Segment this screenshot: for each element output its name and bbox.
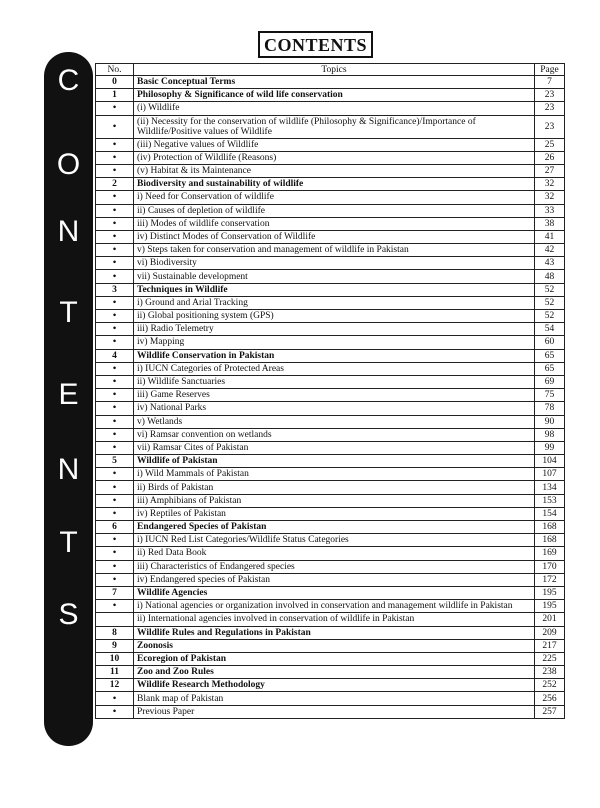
topic-row — [96, 534, 565, 547]
row-topic: i) Ground and Arial Tracking — [134, 296, 535, 309]
topic-row — [96, 362, 565, 375]
row-number: • — [96, 534, 134, 547]
row-page: 169 — [535, 547, 565, 560]
topic-row — [96, 547, 565, 560]
topic-row — [96, 270, 565, 283]
chapter-row — [96, 76, 565, 89]
row-topic: i) Wild Mammals of Pakistan — [134, 468, 535, 481]
topic-row — [96, 323, 565, 336]
topic-row — [96, 204, 565, 217]
chapter-row — [96, 89, 565, 102]
row-topic: vii) Ramsar Cites of Pakistan — [134, 441, 535, 454]
row-topic: Wildlife Rules and Regulations in Pakistan — [134, 626, 535, 639]
sidebar-letter: S — [58, 598, 79, 631]
topic-row — [96, 389, 565, 402]
sidebar-letter: O — [56, 148, 81, 181]
topic-row — [96, 164, 565, 177]
row-topic: Basic Conceptual Terms — [134, 76, 535, 89]
topic-row — [96, 402, 565, 415]
row-page: 75 — [535, 389, 565, 402]
row-topic: (v) Habitat & its Maintenance — [134, 164, 535, 177]
row-number: • — [96, 323, 134, 336]
topic-row — [96, 441, 565, 454]
row-number: 10 — [96, 652, 134, 665]
row-topic: iii) Game Reserves — [134, 389, 535, 402]
row-page: 90 — [535, 415, 565, 428]
row-number: 3 — [96, 283, 134, 296]
topic-row — [96, 481, 565, 494]
row-page: 33 — [535, 204, 565, 217]
row-number: • — [96, 507, 134, 520]
row-page: 78 — [535, 402, 565, 415]
row-topic: Zoonosis — [134, 639, 535, 652]
row-number: • — [96, 375, 134, 388]
topic-row — [96, 151, 565, 164]
row-number: 4 — [96, 349, 134, 362]
row-topic: Ecoregion of Pakistan — [134, 652, 535, 665]
topic-row — [96, 705, 565, 718]
row-number: • — [96, 692, 134, 705]
table-header-row — [96, 64, 565, 76]
row-page: 107 — [535, 468, 565, 481]
row-number: • — [96, 428, 134, 441]
row-topic: ii) Wildlife Sanctuaries — [134, 375, 535, 388]
row-number: 7 — [96, 586, 134, 599]
row-number: 12 — [96, 679, 134, 692]
row-number: • — [96, 547, 134, 560]
sidebar-letter: E — [58, 378, 79, 411]
row-number: • — [96, 151, 134, 164]
row-topic: iii) Amphibians of Pakistan — [134, 494, 535, 507]
row-page: 26 — [535, 151, 565, 164]
row-page: 98 — [535, 428, 565, 441]
chapter-row — [96, 349, 565, 362]
row-number: • — [96, 481, 134, 494]
topic-row — [96, 102, 565, 115]
row-number: • — [96, 468, 134, 481]
row-number: • — [96, 402, 134, 415]
topic-row — [96, 115, 565, 138]
row-topic: Blank map of Pakistan — [134, 692, 535, 705]
topic-row — [96, 507, 565, 520]
row-number: • — [96, 362, 134, 375]
page-title: CONTENTS — [258, 31, 373, 58]
row-page: 154 — [535, 507, 565, 520]
row-number: • — [96, 389, 134, 402]
row-page: 69 — [535, 375, 565, 388]
topic-row — [96, 230, 565, 243]
row-page: 168 — [535, 521, 565, 534]
topic-row — [96, 138, 565, 151]
row-page: 23 — [535, 115, 565, 138]
row-topic: i) Need for Conservation of wildlife — [134, 191, 535, 204]
row-page: 25 — [535, 138, 565, 151]
topic-row — [96, 296, 565, 309]
sidebar-letter: T — [59, 526, 78, 559]
row-page: 99 — [535, 441, 565, 454]
row-page: 238 — [535, 666, 565, 679]
row-number: • — [96, 102, 134, 115]
row-topic: Wildlife of Pakistan — [134, 455, 535, 468]
row-topic: iii) Modes of wildlife conservation — [134, 217, 535, 230]
row-page: 23 — [535, 102, 565, 115]
topic-row — [96, 494, 565, 507]
row-page: 65 — [535, 362, 565, 375]
topic-row — [96, 244, 565, 257]
row-page: 48 — [535, 270, 565, 283]
row-page: 104 — [535, 455, 565, 468]
row-number: 9 — [96, 639, 134, 652]
chapter-row — [96, 586, 565, 599]
topic-row — [96, 336, 565, 349]
row-topic: iv) National Parks — [134, 402, 535, 415]
row-number: • — [96, 191, 134, 204]
chapter-row — [96, 178, 565, 191]
row-number: • — [96, 270, 134, 283]
row-topic: Wildlife Research Methodology — [134, 679, 535, 692]
row-topic: (iv) Protection of Wildlife (Reasons) — [134, 151, 535, 164]
row-number — [96, 613, 134, 626]
row-number: 6 — [96, 521, 134, 534]
row-topic: vi) Biodiversity — [134, 257, 535, 270]
row-page: 60 — [535, 336, 565, 349]
header-topics: Topics — [134, 64, 535, 76]
row-topic: (ii) Necessity for the conservation of wildlife (Philosophy & Significance)/Importance of Wildlife/Positive values of Wildlife — [134, 115, 535, 138]
row-topic: v) Steps taken for conservation and management of wildlife in Pakistan — [134, 244, 535, 257]
topic-row — [96, 468, 565, 481]
row-page: 41 — [535, 230, 565, 243]
row-topic: ii) International agencies involved in conservation of wildlife in Pakistan — [134, 613, 535, 626]
chapter-row — [96, 652, 565, 665]
row-page: 134 — [535, 481, 565, 494]
row-topic: ii) Global positioning system (GPS) — [134, 310, 535, 323]
row-number: 11 — [96, 666, 134, 679]
row-page: 209 — [535, 626, 565, 639]
row-page: 27 — [535, 164, 565, 177]
row-topic: Biodiversity and sustainability of wildlife — [134, 178, 535, 191]
row-page: 52 — [535, 310, 565, 323]
row-page: 43 — [535, 257, 565, 270]
row-number: • — [96, 257, 134, 270]
row-number: • — [96, 115, 134, 138]
row-topic: iv) Distinct Modes of Conservation of Wildlife — [134, 230, 535, 243]
row-number: • — [96, 441, 134, 454]
row-page: 65 — [535, 349, 565, 362]
row-topic: v) Wetlands — [134, 415, 535, 428]
chapter-row — [96, 521, 565, 534]
row-page: 252 — [535, 679, 565, 692]
topic-row — [96, 191, 565, 204]
row-topic: iv) Mapping — [134, 336, 535, 349]
topic-row — [96, 257, 565, 270]
row-topic: ii) Causes of depletion of wildlife — [134, 204, 535, 217]
row-topic: Techniques in Wildlife — [134, 283, 535, 296]
chapter-row — [96, 639, 565, 652]
row-topic: ii) Birds of Pakistan — [134, 481, 535, 494]
row-topic: (iii) Negative values of Wildlife — [134, 138, 535, 151]
row-page: 52 — [535, 296, 565, 309]
row-number: • — [96, 296, 134, 309]
row-page: 225 — [535, 652, 565, 665]
header-no: No. — [96, 64, 134, 76]
row-topic: vi) Ramsar convention on wetlands — [134, 428, 535, 441]
row-page: 172 — [535, 573, 565, 586]
row-page: 257 — [535, 705, 565, 718]
row-page: 195 — [535, 586, 565, 599]
row-page: 23 — [535, 89, 565, 102]
topic-row — [96, 600, 565, 613]
topic-row — [96, 375, 565, 388]
topic-row — [96, 310, 565, 323]
row-topic: vii) Sustainable development — [134, 270, 535, 283]
header-page: Page — [535, 64, 565, 76]
chapter-row — [96, 679, 565, 692]
row-page: 7 — [535, 76, 565, 89]
row-page: 256 — [535, 692, 565, 705]
row-number: • — [96, 573, 134, 586]
row-number: 2 — [96, 178, 134, 191]
row-page: 170 — [535, 560, 565, 573]
chapter-row — [96, 455, 565, 468]
row-topic: iv) Reptiles of Pakistan — [134, 507, 535, 520]
row-topic: Philosophy & Significance of wild life conservation — [134, 89, 535, 102]
topic-row — [96, 560, 565, 573]
chapter-row — [96, 626, 565, 639]
row-number: • — [96, 336, 134, 349]
contents-table — [95, 63, 565, 719]
row-number: 5 — [96, 455, 134, 468]
sidebar-letter: N — [57, 453, 80, 486]
row-page: 54 — [535, 323, 565, 336]
row-topic: i) National agencies or organization involved in conservation and management wildlife in Pakistan — [134, 600, 535, 613]
row-number: 8 — [96, 626, 134, 639]
row-number: 1 — [96, 89, 134, 102]
topic-row — [96, 415, 565, 428]
row-topic: iii) Characteristics of Endangered species — [134, 560, 535, 573]
row-page: 153 — [535, 494, 565, 507]
row-topic: Zoo and Zoo Rules — [134, 666, 535, 679]
row-page: 195 — [535, 600, 565, 613]
row-number: • — [96, 310, 134, 323]
topic-row — [96, 428, 565, 441]
row-topic: ii) Red Data Book — [134, 547, 535, 560]
row-topic: iv) Endangered species of Pakistan — [134, 573, 535, 586]
row-topic: Previous Paper — [134, 705, 535, 718]
row-page: 32 — [535, 178, 565, 191]
chapter-row — [96, 666, 565, 679]
topic-row — [96, 217, 565, 230]
chapter-row — [96, 283, 565, 296]
sidebar-letter: T — [59, 296, 78, 329]
row-topic: Wildlife Agencies — [134, 586, 535, 599]
row-number: 0 — [96, 76, 134, 89]
topic-row — [96, 613, 565, 626]
topic-row — [96, 573, 565, 586]
row-page: 168 — [535, 534, 565, 547]
row-page: 42 — [535, 244, 565, 257]
row-topic: iii) Radio Telemetry — [134, 323, 535, 336]
row-topic: i) IUCN Red List Categories/Wildlife Status Categories — [134, 534, 535, 547]
row-number: • — [96, 204, 134, 217]
row-number: • — [96, 138, 134, 151]
row-topic: Wildlife Conservation in Pakistan — [134, 349, 535, 362]
row-number: • — [96, 560, 134, 573]
contents-sidebar — [44, 52, 93, 746]
row-number: • — [96, 705, 134, 718]
row-number: • — [96, 600, 134, 613]
row-page: 38 — [535, 217, 565, 230]
topic-row — [96, 692, 565, 705]
row-page: 52 — [535, 283, 565, 296]
row-number: • — [96, 244, 134, 257]
row-topic: (i) Wildlife — [134, 102, 535, 115]
row-page: 217 — [535, 639, 565, 652]
row-number: • — [96, 230, 134, 243]
row-number: • — [96, 217, 134, 230]
row-topic: Endangered Species of Pakistan — [134, 521, 535, 534]
row-number: • — [96, 164, 134, 177]
sidebar-letter: N — [57, 215, 80, 248]
row-topic: i) IUCN Categories of Protected Areas — [134, 362, 535, 375]
row-page: 201 — [535, 613, 565, 626]
sidebar-letter: C — [57, 64, 80, 97]
row-number: • — [96, 494, 134, 507]
row-page: 32 — [535, 191, 565, 204]
row-number: • — [96, 415, 134, 428]
